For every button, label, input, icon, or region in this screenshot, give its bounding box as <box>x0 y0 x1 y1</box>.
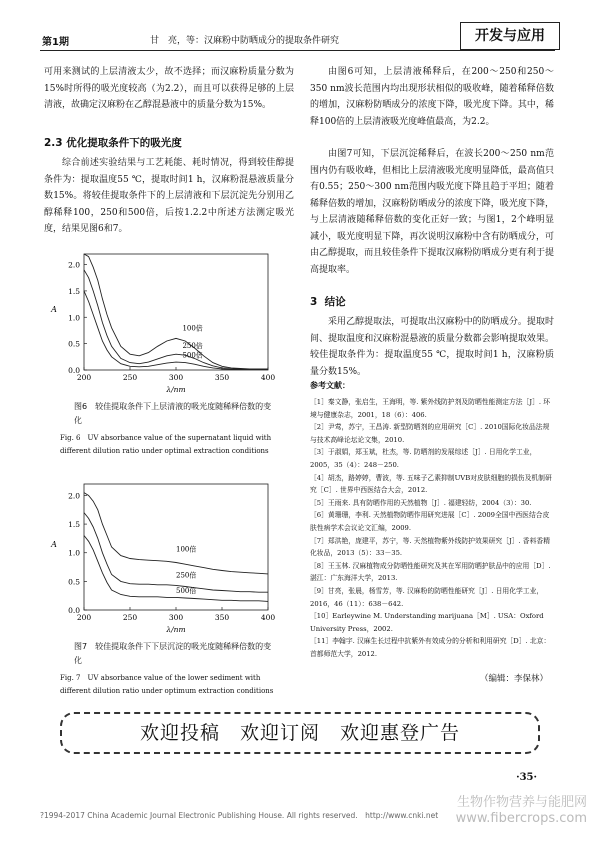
copyright-footer: ?1994-2017 China Academic Journal Electronic Publishing House. All rights reserved. http://www.cnki.net <box>40 811 439 820</box>
series-label: 250倍 <box>176 571 197 580</box>
figure-7-svg <box>44 476 294 636</box>
y-tick-label: 2.0 <box>68 260 80 270</box>
y-tick-label: 1.0 <box>68 313 80 323</box>
x-tick-label: 200 <box>76 373 92 382</box>
reference-item: ［4］胡杰，路婷婷，曹波，等. 五味子乙素抑制UVB对皮肤细胞的损伤及机制研究［C］. 世界中西医结合大会，2012. <box>310 473 552 495</box>
series-label: 250倍 <box>182 341 203 350</box>
figure-6-chart <box>44 246 294 396</box>
series-line-100倍 <box>84 254 268 369</box>
x-tick-label: 350 <box>214 613 230 622</box>
x-tick-label: 350 <box>214 373 230 382</box>
y-tick-label: 0.5 <box>68 339 80 349</box>
references-list <box>310 396 554 660</box>
reference-item: ［8］王玉林. 汉麻植物成分防晒性能研究及其在军用防晒护肤品中的应用［D］. 湛江：广东海洋大学，2013. <box>310 561 551 583</box>
column-title: 开发与应用 <box>460 22 560 50</box>
y-tick-label: 1.5 <box>68 286 80 296</box>
left-paragraph-1: 可用来测试的上层清液太少，故不选择；而汉麻粉质量分数为15%时所得的吸光度较高（为2.2），而且可以获得足够的上层清液，故确定汉麻粉在乙醇混悬液中的质量分数为15%。 <box>44 67 294 110</box>
reference-item: ［1］秦文静，张启生，王海明，等. 紫外线防护剂及防晒性能测定方法［J］. 环境与健康杂志，2001，18（6）：406. <box>310 398 550 419</box>
reference-item: ［10］Earleywine M. Understanding marijuana［M］. USA：Oxford University Press，2002. <box>310 612 544 633</box>
x-axis-label: λ/nm <box>166 385 186 394</box>
figure-6-caption-cn: 图6 较佳提取条件下上层清液的吸光度随稀释倍数的变化 <box>74 402 272 425</box>
left-paragraph-2: 综合前述实验结果与工艺耗能、耗时情况，得到较佳醇提条件为：提取温度55 ℃，提取时间1 h，汉麻粉混悬液质量分数15%。将较佳提取条件下的上层清液和下层沉淀先分别用乙醇稀释100，250和500倍，后按1.2.2中所述方法测定吸光度，结果见图6和7。 <box>44 158 294 234</box>
series-line-100倍 <box>84 493 268 574</box>
reference-item: ［6］黄珊珊，李利. 天然植物防晒作用研究进展［C］. 2009全国中西医结合皮肤性病学术会议论文汇编，2009. <box>310 511 550 532</box>
watermark <box>456 795 587 827</box>
reference-item: ［2］尹莺，苏宁，王昌涛. 新型防晒剂的应用研究［C］. 2010国际化妆品法规与技术高峰论坛论文集，2010. <box>310 423 550 444</box>
figure-6-caption-en: Fig. 6 UV absorbance value of the supernatant liquid with different dilution ratio under optimal extraction conditions <box>60 434 272 455</box>
y-tick-label: 1.0 <box>68 548 80 558</box>
reference-item: ［9］甘亮，张晨，杨雪芳，等. 汉麻粉的防晒性能研究［J］. 日用化学工业，2016，46（11）：638－642. <box>310 586 544 608</box>
series-label: 100倍 <box>182 324 203 333</box>
page-number: ·35· <box>516 772 537 783</box>
section-2-3-heading <box>44 135 182 150</box>
x-tick-label: 400 <box>260 373 276 382</box>
conclusion-paragraph: 采用乙醇提取法，可提取出汉麻粉中的防晒成分。提取时间、提取温度和汉麻粉混悬液的质量分数都会影响提取效果。较佳提取条件为：提取温度55 ℃，提取时间1 h，汉麻粉质量分数15%。 <box>310 317 554 377</box>
figure-7-chart <box>44 476 294 636</box>
series-label: 500倍 <box>182 351 203 360</box>
section-title: 优化提取条件下的吸光度 <box>66 137 182 149</box>
figure-7-caption-cn: 图7 较佳提取条件下下层沉淀的吸光度随稀释倍数的变化 <box>74 642 272 665</box>
section-number: 3 <box>310 296 318 308</box>
x-tick-label: 200 <box>76 613 92 622</box>
y-axis-label: A <box>51 540 57 549</box>
y-tick-label: 1.5 <box>68 520 80 530</box>
series-label: 100倍 <box>176 545 197 554</box>
reference-item: ［3］于淑娟，郑玉斌，杜杰，等. 防晒剂的发展综述［J］. 日用化学工业，2005，35（4）：248－250. <box>310 448 537 469</box>
figure-6-svg <box>44 246 294 396</box>
x-tick-label: 250 <box>122 373 138 382</box>
x-axis-label: λ/nm <box>166 625 186 634</box>
series-line-250倍 <box>84 270 268 370</box>
y-axis-label: A <box>51 305 57 314</box>
section-number: 2.3 <box>44 137 63 149</box>
promo-banner: 欢迎投稿 欢迎订阅 欢迎惠登广告 <box>60 712 540 754</box>
x-tick-label: 400 <box>260 613 276 622</box>
reference-item: ［11］李翰宇. 汉麻生长过程中抗紫外有效成分的分析和利用研究［D］. 北京：首都师范大学，2012. <box>310 637 551 658</box>
right-paragraph-2: 由图7可知，下层沉淀稀释后，在波长200～250 nm范围内仍有吸收峰，但相比上层清液吸光度明显降低，最高值只有0.55；250～300 nm范围内吸光度下降且趋于平坦；随着稀释倍数的增加，汉麻粉防晒成分的浓度下降，吸光度下降，与上层清液随稀释倍数的变化正好一致；与图1，2个峰明显减小，吸光度明显下降，再次说明汉麻粉中含有防晒成分，可由乙醇提取，而且较佳条件下提取汉麻粉防晒成分更有利于提高提取率。 <box>310 149 554 275</box>
issue-number: 第1期 <box>42 37 69 48</box>
references-title: 参考文献： <box>310 381 350 390</box>
figure-7-caption-en: Fig. 7 UV absorbance value of the lower sediment with different dilution ratio under optimum extraction conditions <box>60 674 274 695</box>
series-label: 500倍 <box>176 586 197 595</box>
y-tick-label: 0.0 <box>68 606 80 615</box>
running-title: 甘 亮，等：汉麻粉中防晒成分的提取条件研究 <box>150 36 340 46</box>
series-line-500倍 <box>84 291 268 370</box>
x-tick-label: 300 <box>168 613 184 622</box>
section-3-heading <box>310 294 346 309</box>
x-tick-label: 300 <box>168 373 184 382</box>
reference-item: ［5］王雨来. 具有防晒作用的天然植物［J］. 福建轻纺，2004（3）：30. <box>310 498 532 507</box>
editor-note: （编辑：李保林） <box>480 674 549 684</box>
x-tick-label: 250 <box>122 613 138 622</box>
reference-item: ［7］郑洪艳，庞建平，苏宁，等. 天然植物紫外线防护效果研究［J］. 香料香精化妆品，2013（5）：33－35. <box>310 536 550 558</box>
plot-frame <box>84 254 268 370</box>
y-tick-label: 0.0 <box>68 366 80 375</box>
y-tick-label: 0.5 <box>68 577 80 587</box>
watermark-line-2: www.fibercrops.com <box>455 811 587 826</box>
section-title: 结论 <box>324 296 346 308</box>
right-paragraph-1: 由图6可知，上层清液稀释后，在200～250和250～350 nm波长范围内均出现形状相似的吸收峰，随着稀释倍数的增加，汉麻粉防晒成分的浓度下降，吸光度下降。其中，稀释100倍的上层清液吸光度峰值最高，为2.2。 <box>310 67 554 127</box>
watermark-line-1: 生物作物营养与能肥网 <box>456 795 587 810</box>
y-tick-label: 2.0 <box>68 491 80 501</box>
